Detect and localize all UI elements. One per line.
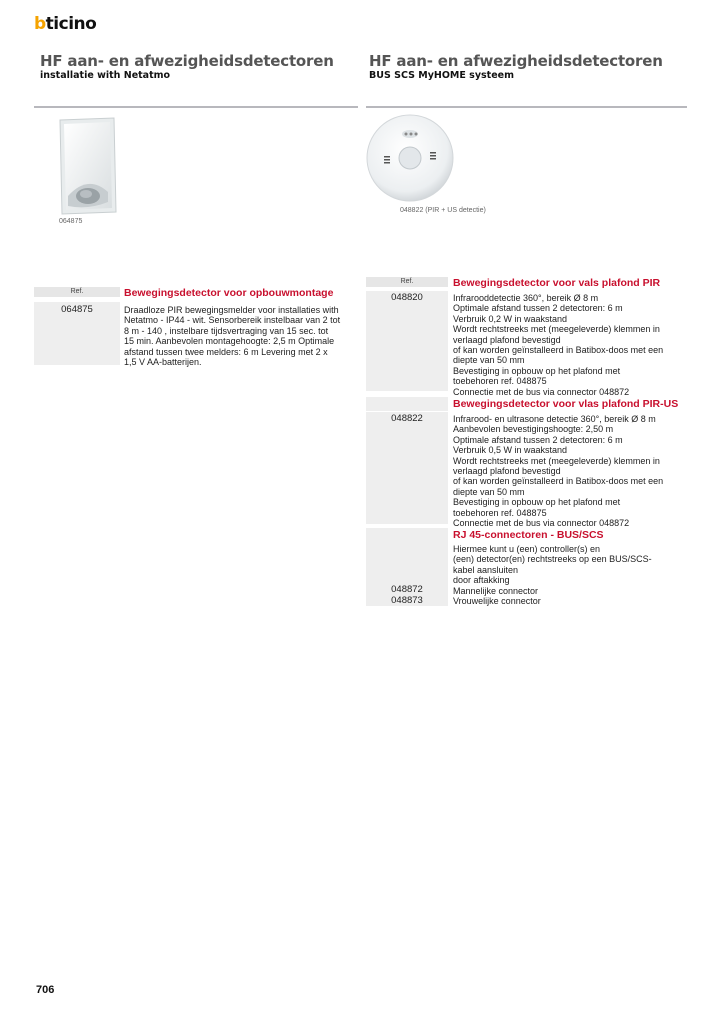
desc-line: Mannelijke connector — [453, 585, 539, 596]
right-section-1-description — [453, 293, 663, 397]
left-image-caption: 064875 — [59, 218, 83, 225]
product-image-064875 — [56, 116, 120, 216]
desc-line: of kan worden geïnstalleerd in Batibox-doos met een — [453, 345, 664, 356]
left-column-subtitle: installatie with Netatmo — [40, 70, 171, 81]
desc-line: (een) detector(en) rechtstreeks op een BUS/SCS- — [453, 554, 652, 565]
desc-line: Connectie met de bus via connector 048872 — [453, 518, 630, 529]
right-section-2-description — [453, 414, 663, 528]
desc-line: Verbruik 0,5 W in waakstand — [453, 445, 568, 456]
desc-line: toebehoren ref. 048875 — [453, 507, 547, 518]
desc-line: verlaagd plafond bevestigd — [453, 466, 561, 477]
right-image-caption: 048822 (PIR + US detectie) — [400, 207, 486, 214]
page-number: 706 — [36, 984, 55, 996]
desc-line: of kan worden geïnstalleerd in Batibox-doos met een — [453, 476, 664, 487]
right-section-3-title: RJ 45-connectoren - BUS/SCS — [453, 529, 604, 541]
left-desc-line: afstand tussen twee melders: 6 m Levering met 2 x — [124, 346, 328, 357]
logo-accent: b — [34, 14, 46, 34]
right-column-title: HF aan- en afwezigheidsdetectoren — [369, 52, 663, 70]
right-ref-header: Ref. — [366, 277, 448, 287]
desc-line: kabel aansluiten — [453, 564, 519, 575]
desc-line: Vrouwelijke connector — [453, 596, 541, 607]
desc-line: Wordt rechtstreeks met (meegeleverde) klemmen in — [453, 324, 660, 335]
right-section-3-ref-2: 048873 — [391, 595, 423, 606]
left-desc-line: 8 m - 140 , instelbare tijdsvertraging van 15 sec. tot — [124, 325, 329, 336]
desc-line: Infrarooddetectie 360°, bereik Ø 8 m — [453, 293, 599, 303]
left-desc-line: 15 min. Aanbevolen montagehoogte: 2,5 m Optimale — [124, 336, 335, 347]
left-ref-header: Ref. — [34, 287, 120, 297]
right-section-3-ref-1: 048872 — [391, 584, 423, 595]
right-section-3-description — [453, 544, 652, 606]
desc-line: door aftakking — [453, 575, 510, 586]
desc-line: Wordt rechtstreeks met (meegeleverde) klemmen in — [453, 455, 660, 466]
right-section-1-ref: 048820 — [366, 291, 448, 391]
right-section-2-ref: 048822 — [366, 412, 448, 524]
desc-line: Hiermee kunt u (een) controller(s) en — [453, 544, 601, 554]
bticino-logo — [34, 14, 96, 34]
left-ref-value: 064875 — [34, 302, 120, 365]
desc-line: Infrarood- en ultrasone detectie 360°, bereik Ø 8 m — [453, 414, 656, 424]
desc-line: Optimale afstand tussen 2 detectoren: 6 m — [453, 303, 623, 314]
logo-rest: ticino — [45, 14, 97, 34]
desc-line: diepte van 50 mm — [453, 355, 525, 366]
left-desc-line: Draadloze PIR bewegingsmelder voor installaties with — [124, 305, 339, 315]
left-desc-line: 1,5 V AA-batterijen. — [124, 357, 202, 368]
right-section-2-title: Bewegingsdetector voor vlas plafond PIR-US — [453, 398, 679, 410]
left-divider — [34, 106, 358, 108]
left-section-title: Bewegingsdetector voor opbouwmontage — [124, 287, 334, 299]
product-image-048822 — [364, 112, 456, 204]
desc-line: toebehoren ref. 048875 — [453, 376, 547, 387]
desc-line: Connectie met de bus via connector 048872 — [453, 386, 630, 397]
right-section-3-ref-block — [366, 528, 448, 606]
right-section-1-title: Bewegingsdetector voor vals plafond PIR — [453, 277, 661, 289]
right-column-subtitle: BUS SCS MyHOME systeem — [369, 70, 514, 81]
desc-line: Bevestiging in opbouw op het plafond met — [453, 497, 621, 508]
desc-line: Optimale afstand tussen 2 detectoren: 6 m — [453, 434, 623, 445]
left-desc-line: Netatmo - IP44 - wit. Sensorbereik instelbaar van 2 tot — [124, 315, 341, 326]
desc-line: Aanbevolen bevestigingshoogte: 2,50 m — [453, 424, 614, 435]
desc-line: Bevestiging in opbouw op het plafond met — [453, 365, 621, 376]
right-section-2-ref-spacer — [366, 397, 448, 411]
left-description — [124, 305, 340, 367]
right-divider — [366, 106, 687, 108]
desc-line: verlaagd plafond bevestigd — [453, 334, 561, 345]
desc-line: Verbruik 0,2 W in waakstand — [453, 313, 568, 324]
left-column-title: HF aan- en afwezigheidsdetectoren — [40, 52, 334, 70]
desc-line: diepte van 50 mm — [453, 486, 525, 497]
